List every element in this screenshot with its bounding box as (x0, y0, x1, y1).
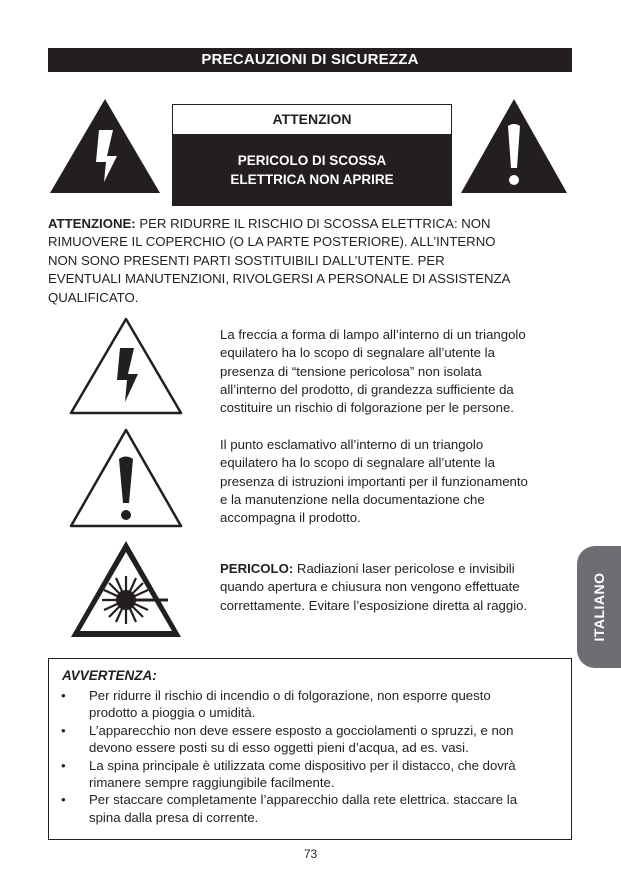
warning-box-body (173, 134, 451, 205)
exclamation-triangle-icon (458, 96, 570, 196)
avvertenza-box (48, 658, 572, 840)
description-line: presenza di “tensione pericolosa” non isolata (220, 363, 482, 379)
attention-line: RIMUOVERE IL COPERCHIO (O LA PARTE POSTERIORE). ALL’INTERNO (48, 234, 496, 250)
list-item-line: Per ridurre il rischio di incendio o di folgorazione, non esporre questo (89, 688, 491, 703)
lightning-triangle-icon (68, 316, 184, 416)
description-line: presenza di istruzioni importanti per il funzionamento (220, 473, 528, 489)
description-line: all’interno del prodotto, di grandezza sufficiente da (220, 381, 514, 397)
language-tab (577, 546, 621, 668)
warning-box-line: ELETTRICA NON APRIRE (230, 171, 394, 187)
list-item-line: rimanere sempre raggiungibile facilmente. (89, 775, 335, 791)
list-item: • L’apparecchio non deve essere esposto a gocciolamenti o spruzzi, e non devono essere posti su di esso oggetti pieni d’acqua, ad es. vasi. (59, 722, 564, 757)
exclamation-description (220, 436, 570, 527)
avvertenza-title: AVVERTENZA: (62, 668, 157, 683)
description-line: equilatero ha lo scopo di segnalare all’utente la (220, 345, 495, 361)
description-line: La freccia a forma di lampo all’interno di un triangolo (220, 327, 526, 342)
description-line: quando apertura e chiusura non vengono effettuate (220, 579, 520, 595)
attention-line: PER RIDURRE IL RISCHIO DI SCOSSA ELETTRICA: NON (135, 216, 491, 231)
list-item-line: spina dalla presa di corrente. (89, 809, 259, 825)
page-number: 73 (303, 847, 318, 861)
list-item-line: devono essere posti su di esso oggetti pieni d’acqua, ad es. vasi. (89, 740, 469, 756)
list-item: • Per staccare completamente l’apparecchio dalla rete elettrica. staccare la spina dalla presa di corrente. (59, 791, 564, 826)
description-line: correttamente. Evitare l’esposizione diretta al raggio. (220, 597, 528, 613)
description-line: Il punto esclamativo all’interno di un triangolo (220, 437, 484, 452)
warning-box (172, 104, 452, 206)
lightning-triangle-icon (47, 96, 163, 196)
list-item-line: Per staccare completamente l’apparecchio dalla rete elettrica. staccare la (89, 792, 518, 808)
list-item-line: L’apparecchio non deve essere esposto a gocciolamenti o spruzzi, e non (89, 722, 514, 738)
laser-triangle-icon (68, 538, 184, 640)
description-line: Radiazioni laser pericolose e invisibili (293, 561, 515, 576)
attention-line: EVENTUALI MANUTENZIONI, RIVOLGERSI A PERSONALE DI ASSISTENZA (48, 271, 511, 287)
exclamation-triangle-icon (68, 427, 184, 529)
attention-line: QUALIFICATO. (48, 289, 139, 305)
description-line: e la manutenzione nella documentazione che (220, 491, 485, 507)
description-line: accompagna il prodotto. (220, 510, 361, 526)
list-item: • La spina principale è utilizzata come dispositivo per il distacco, che dovrà rimanere sempre raggiungibile facilmente. (59, 757, 564, 792)
warning-box-line: PERICOLO DI SCOSSA (237, 152, 387, 168)
attention-line: NON SONO PRESENTI PARTI SOSTITUIBILI DALL’UTENTE. PER (48, 252, 445, 268)
laser-description (220, 560, 570, 615)
language-tab-label: ITALIANO (591, 572, 607, 642)
list-item-line: La spina principale è utilizzata come dispositivo per il distacco, che dovrà (89, 757, 516, 773)
attention-paragraph (48, 215, 578, 307)
warning-box-heading: ATTENZION (272, 111, 352, 127)
description-line: equilatero ha lo scopo di segnalare all’utente la (220, 455, 495, 471)
attention-label: ATTENZIONE: (48, 216, 136, 231)
list-item-line: prodotto a pioggia o umidità. (89, 705, 256, 721)
laser-label: PERICOLO: (220, 561, 294, 576)
section-title: PRECAUZIONI DI SICUREZZA (48, 48, 572, 72)
description-line: costituire un rischio di folgorazione per le persone. (220, 400, 514, 416)
list-item: • Per ridurre il rischio di incendio o di folgorazione, non esporre questo prodotto a pioggia o umidità. (59, 687, 564, 722)
avvertenza-list (59, 687, 564, 826)
lightning-description (220, 326, 570, 417)
